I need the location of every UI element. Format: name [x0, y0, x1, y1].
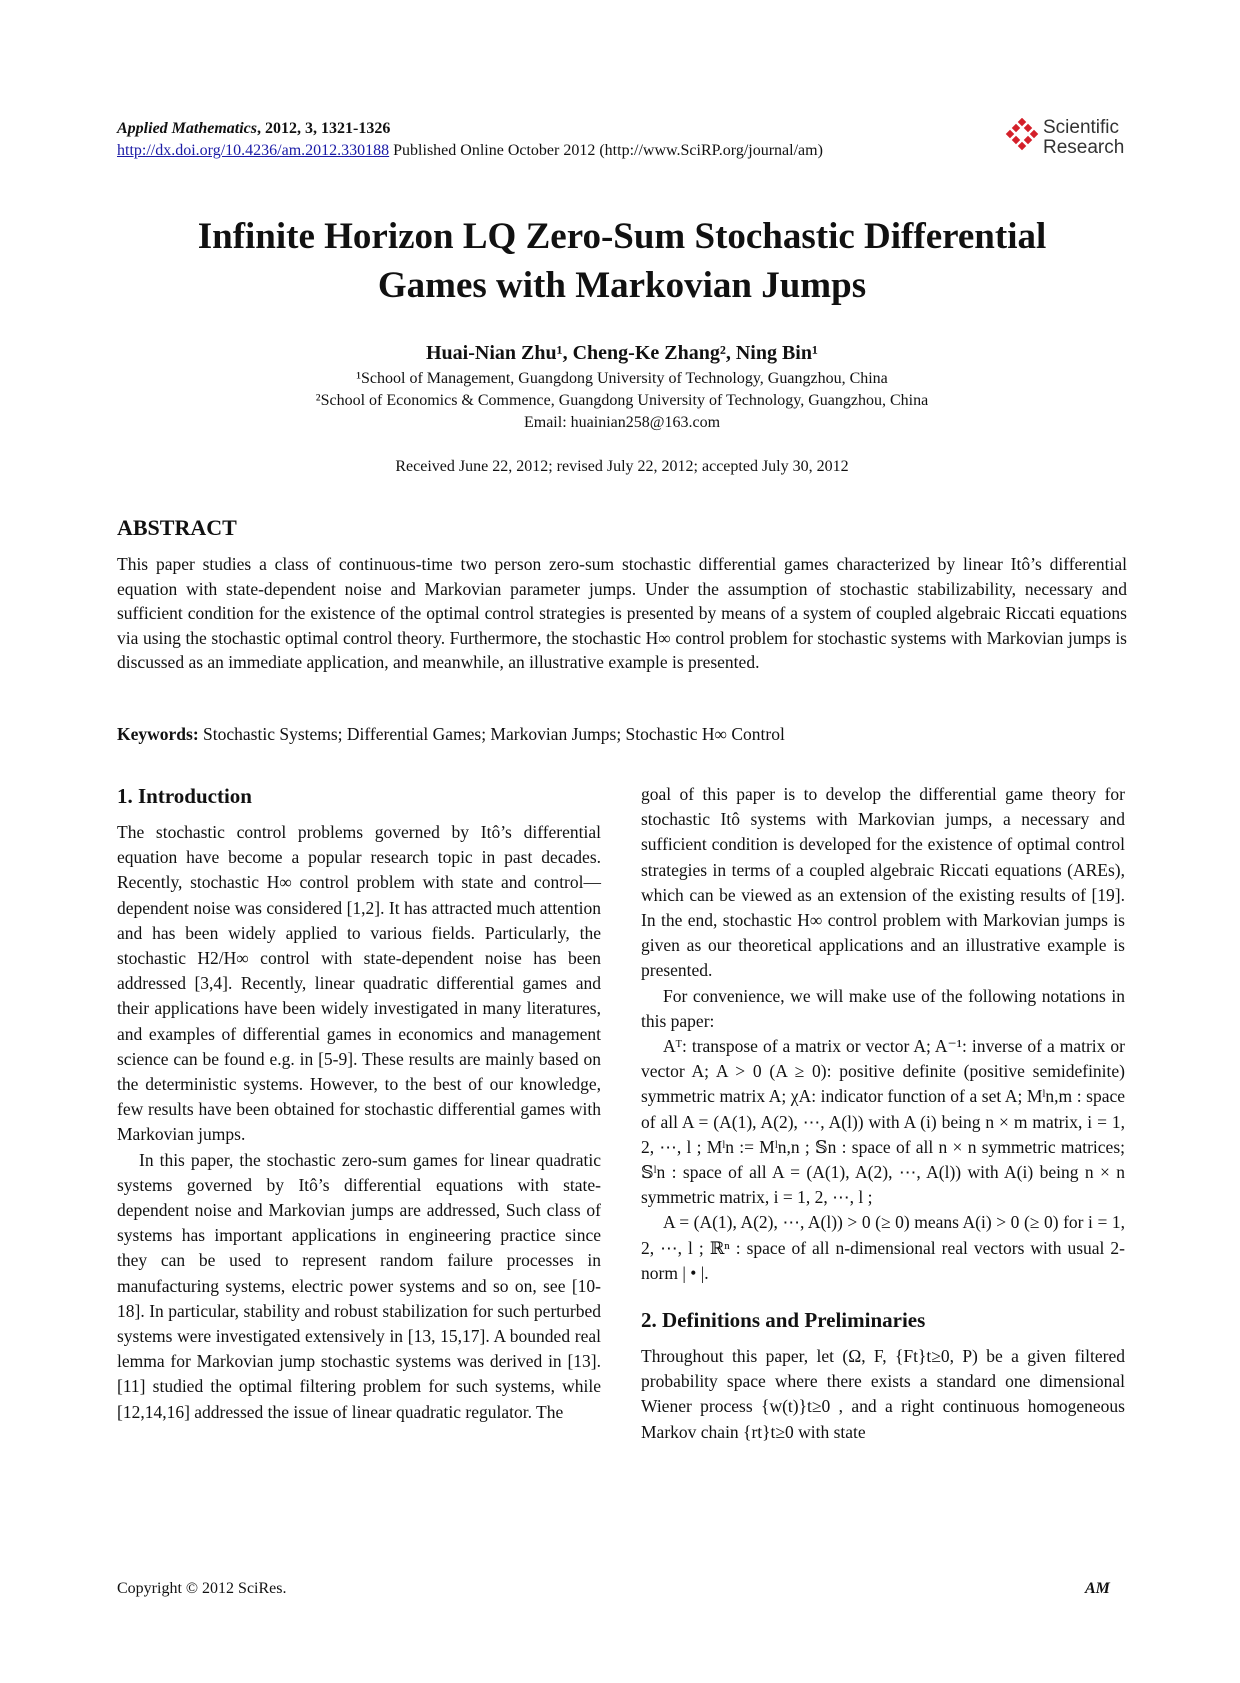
section-heading-definitions: 2. Definitions and Preliminaries — [641, 1308, 926, 1333]
right-paragraph-1: goal of this paper is to develop the differential game theory for stochastic Itô systems with Markovian jumps, a necessary and sufficient condition is developed for the existence of optimal control strategies in terms of a coupled algebraic Riccati equations (AREs), which can be viewed as an extension of the existing results of [19]. In the end, stochastic H∞ control problem with Markovian jumps is given as our theoretical applications and an illustrative example is presented. — [641, 784, 1125, 981]
doi-link[interactable]: http://dx.doi.org/10.4236/am.2012.330188 — [117, 142, 390, 159]
affiliation-2: ²School of Economics & Commence, Guangdong University of Technology, Guangzhou, China — [315, 392, 929, 409]
keywords-label: Keywords: — [117, 724, 199, 744]
logo-line-1: Scientific — [1043, 117, 1120, 138]
journal-volume: , 2012, 3, 1321-1326 — [257, 120, 391, 137]
intro-paragraph-2: In this paper, the stochastic zero-sum games for linear quadratic systems governed by Itô’s differential equations with state-dependent noise and Markovian jumps are addressed, Such class of systems has important applications in engineering practice since they can be used to represent random failure processes in manufacturing systems, electric power systems and so on, see [10-18]. In particular, stability and robust stabilization for such perturbed systems were investigated extensively in [13, 15,17]. A bounded real lemma for Markovian jump stochastic systems was derived in [13]. [11] studied the optimal filtering problem for such systems, while [12,14,16] addressed the issue of linear quadratic regulator. The — [117, 1149, 601, 1422]
section-heading-introduction: 1. Introduction — [117, 784, 252, 808]
paper-title — [117, 212, 1127, 310]
journal-name: Applied Mathematics — [117, 120, 257, 137]
author-email: Email: huainian258@163.com — [523, 414, 721, 431]
right-column — [641, 782, 1125, 1445]
journal-header — [117, 118, 1127, 162]
footer-journal-abbrev: AM — [1085, 1580, 1110, 1597]
authors: Huai-Nian Zhu¹, Cheng-Ke Zhang², Ning Bin¹ — [426, 342, 818, 364]
notation-paragraph-2: A = (A(1), A(2), ⋯, A(l)) > 0 (≥ 0) means A(i) > 0 (≥ 0) for i = 1, 2, ⋯, l ; ℝⁿ : space of all n-dimensional real vectors with usual 2-norm | • |. — [641, 1212, 1125, 1283]
intro-paragraph-1: The stochastic control problems governed by Itô’s differential equation have become a popular research topic in past decades. Recently, stochastic H∞ control problem with state and control—dependent noise was considered [1,2]. It has attracted much attention and has been widely applied to various fields. Particularly, the stochastic H2/H∞ control with state-dependent noise has been addressed [3,4]. Recently, linear quadratic differential games and their applications have been widely investigated in many literatures, and examples of differential games in economics and management science can be found e.g. in [5-9]. These results are mainly based on the deterministic systems. However, to the best of our knowledge, few results have been obtained for stochastic differential games with Markovian jumps. — [117, 822, 601, 1145]
keywords-list: Stochastic Systems; Differential Games; Markovian Jumps; Stochastic H∞ Control — [198, 724, 785, 744]
published-info: Published Online October 2012 (http://www.SciRP.org/journal/am) — [389, 142, 823, 159]
title-line-1: Infinite Horizon LQ Zero-Sum Stochastic Differential — [197, 216, 1047, 257]
right-paragraph-2: For convenience, we will make use of the following notations in this paper: — [641, 985, 1125, 1031]
scientific-research-logo — [1005, 118, 1135, 162]
keywords — [117, 722, 1127, 746]
logo-diamond-icon — [1005, 118, 1039, 152]
footer-copyright: Copyright © 2012 SciRes. — [117, 1580, 287, 1597]
received-dates: Received June 22, 2012; revised July 22, 2012; accepted July 30, 2012 — [395, 458, 849, 475]
affiliation-1: ¹School of Management, Guangdong University of Technology, Guangzhou, China — [356, 370, 888, 387]
logo-line-2: Research — [1043, 137, 1125, 158]
abstract-text: This paper studies a class of continuous-time two person zero-sum stochastic differential games characterized by linear Itô’s differential equation with state-dependent noise and Markovian parameter jumps. Under the assumption of stochastic stabilizability, necessary and sufficient condition for the existence of the optimal control strategies is presented by means of a system of coupled algebraic Riccati equations via using the stochastic optimal control theory. Furthermore, the stochastic H∞ control problem for stochastic systems with Markovian jumps is discussed as an immediate application, and meanwhile, an illustrative example is presented. — [117, 554, 1127, 672]
logo-text — [1043, 118, 1124, 158]
abstract-heading: ABSTRACT — [117, 515, 237, 540]
title-line-2: Games with Markovian Jumps — [377, 265, 867, 306]
doi-line — [117, 137, 1127, 162]
notation-paragraph: Aᵀ: transpose of a matrix or vector A; A⁻¹: inverse of a matrix or vector A; A > 0 (A ≥ 0): positive definite (positive semidefinite) symmetric matrix A; χA: indicator function of a set A; Mˡn,m : space of all A = (A(1), A(2), ⋯, A(l)) with A (i) being n × m matrix, i = 1, 2, ⋯, l ; Mˡn := Mˡn,n ; 𝕊n : space of all n × n symmetric matrices; 𝕊ˡn : space of all A = (A(1), A(2), ⋯, A(l)) with A(i) being n × n symmetric matrix, i = 1, 2, ⋯, l ; — [641, 1036, 1125, 1208]
left-column — [117, 782, 601, 1425]
definitions-paragraph-1: Throughout this paper, let (Ω, F, {Ft}t≥0, P) be a given filtered probability space where there exists a standard one dimensional Wiener process {w(t)}t≥0 , and a right continuous homogeneous Markov chain {rt}t≥0 with state — [641, 1346, 1125, 1442]
journal-citation — [117, 118, 1127, 140]
